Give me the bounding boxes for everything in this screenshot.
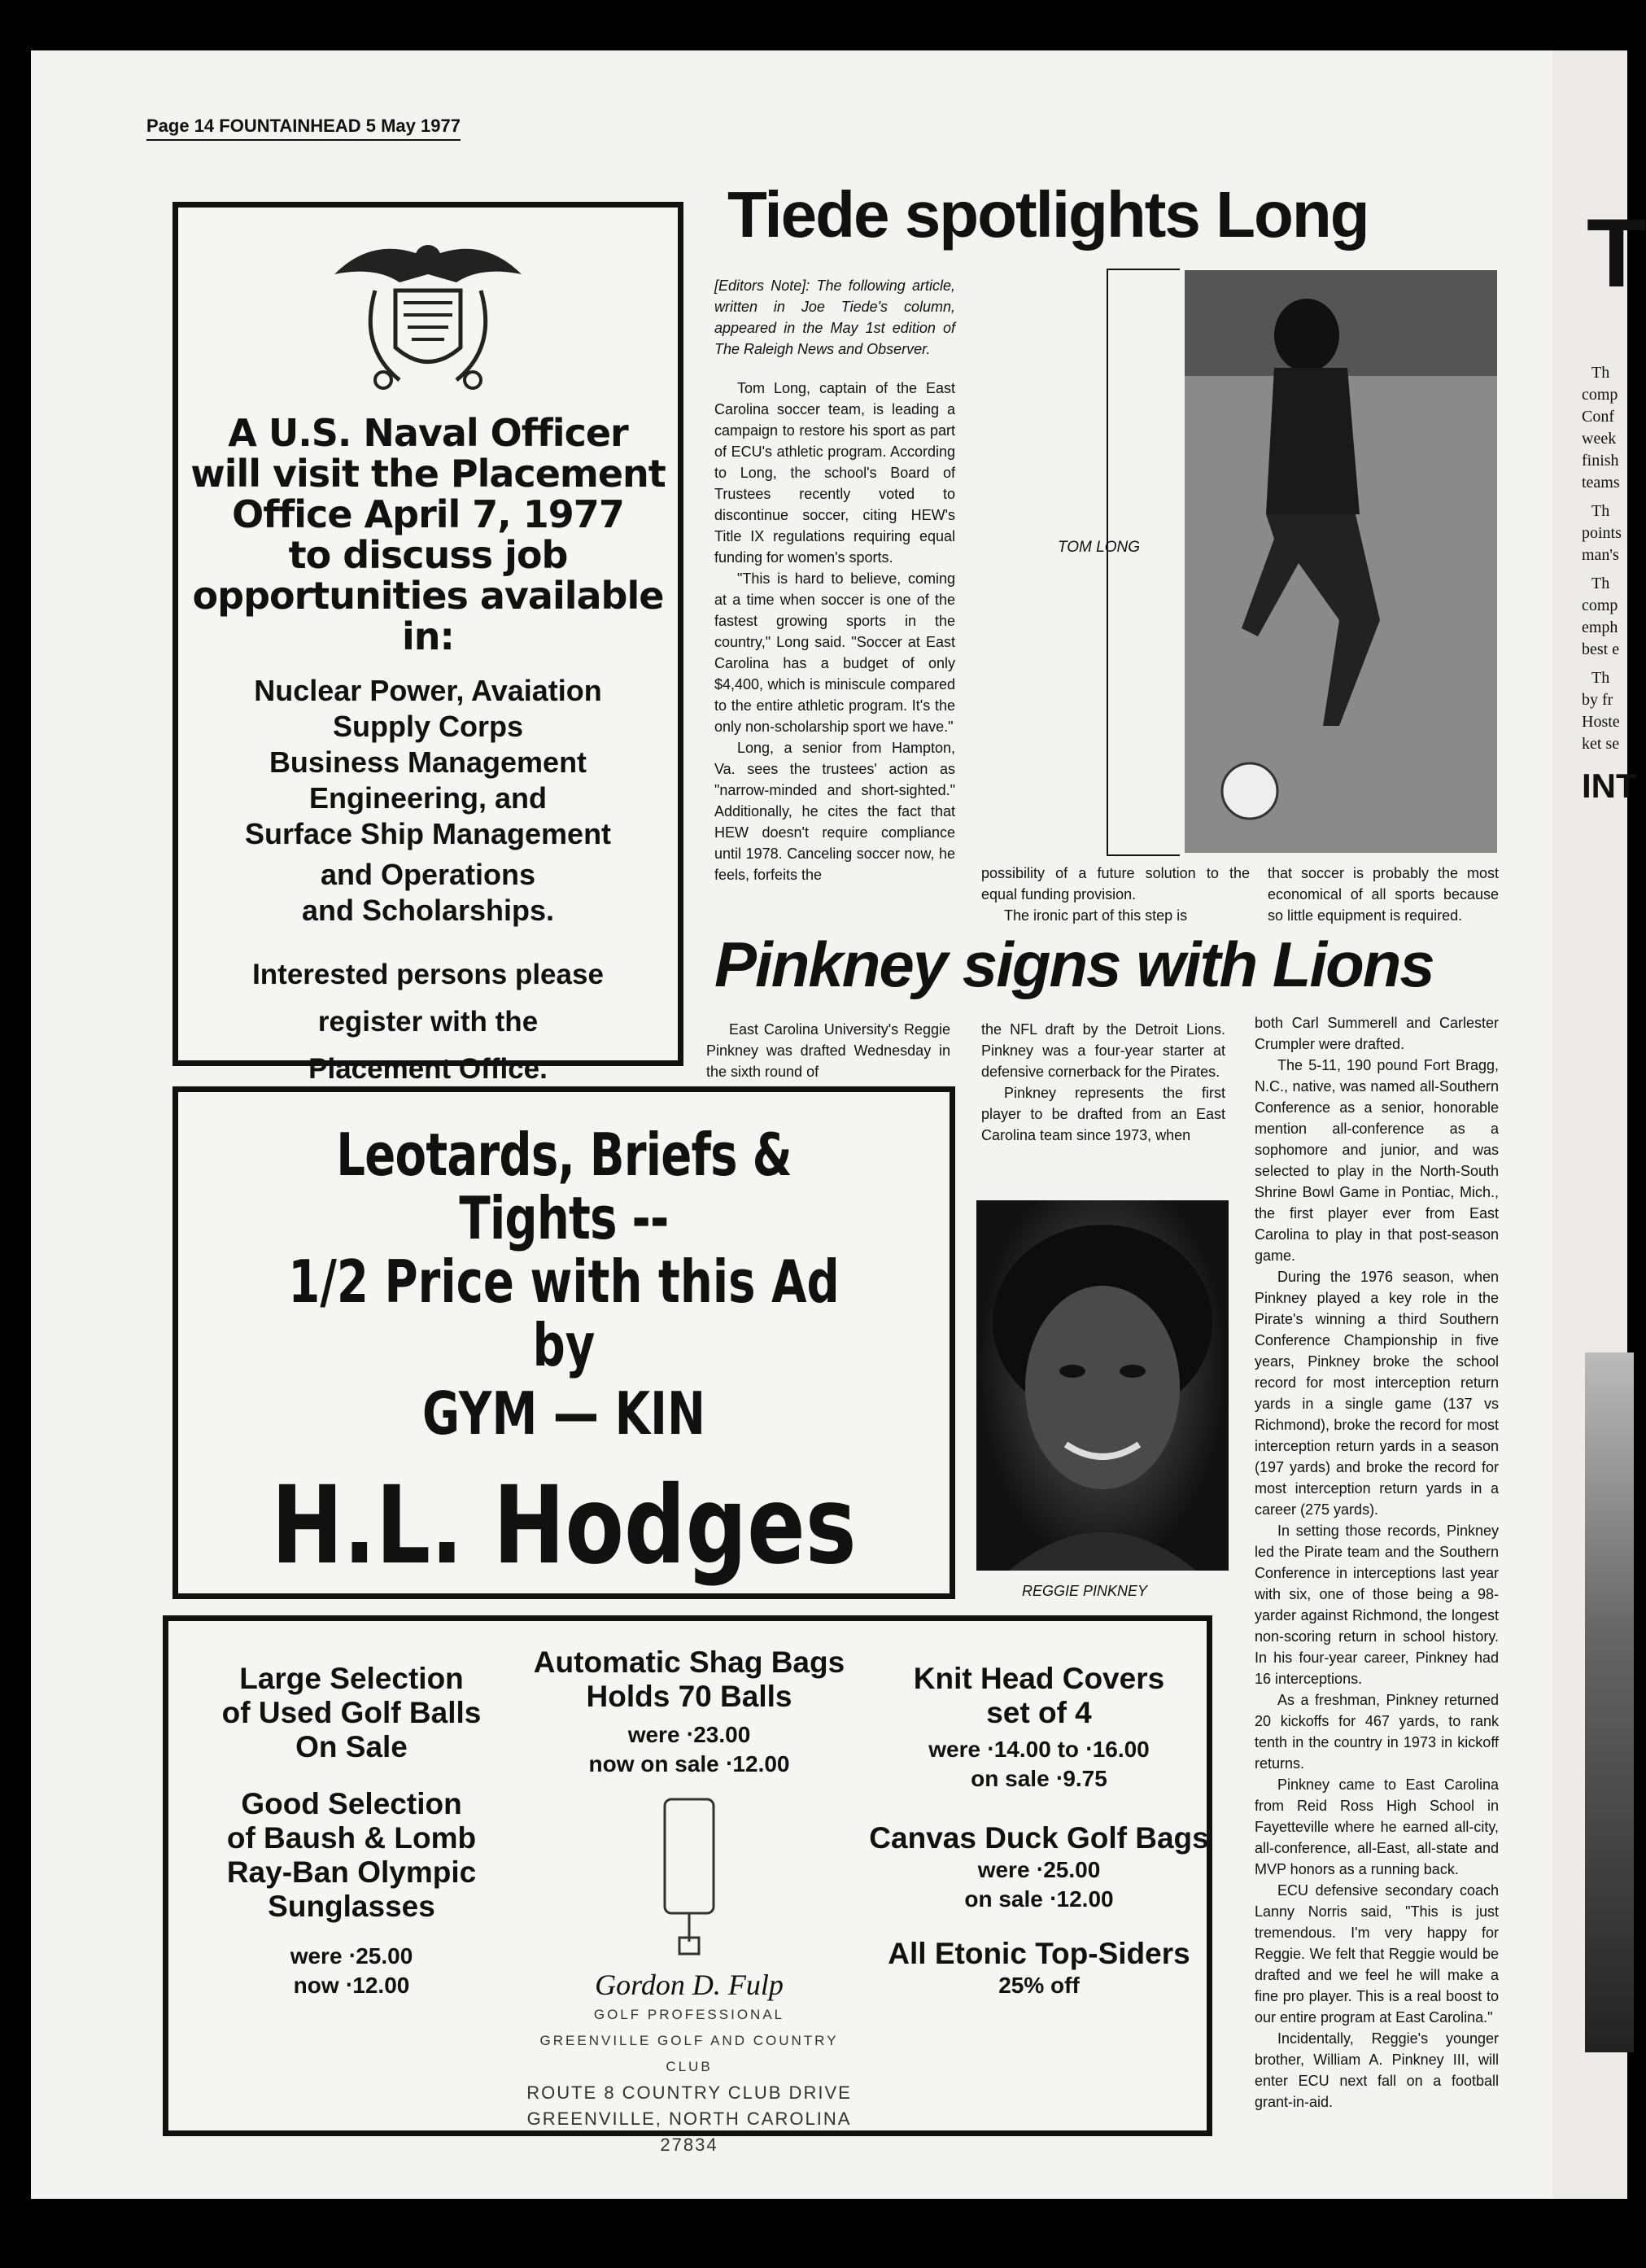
golf-text: Ray-Ban Olympic (226, 1855, 477, 1889)
fragment-title-letter: T (1587, 199, 1646, 308)
golf-text: of Baush & Lomb (226, 1821, 477, 1855)
navy-officer-ad (172, 202, 683, 1085)
fragment-line: teams (1582, 474, 1620, 492)
navy-item: and Scholarships. (301, 894, 555, 927)
golf-text: of Used Golf Balls (221, 1696, 482, 1729)
golf-address: GREENVILLE, NORTH CAROLINA 27834 (526, 2108, 852, 2155)
golf-ad-col1 (193, 1662, 510, 2000)
golf-text: Canvas Duck Golf Bags (869, 1821, 1209, 1855)
navy-item: Business Management (269, 745, 587, 779)
golf-price: now ‧12.00 (293, 1973, 410, 1998)
golf-price: were ‧14.00 to ‧16.00 (928, 1737, 1150, 1762)
golf-price: now on sale ‧12.00 (588, 1751, 790, 1776)
golf-text: Knit Head Covers (913, 1662, 1165, 1695)
navy-footer-line: register with the (317, 1006, 539, 1038)
fragment-line: emph (1582, 618, 1618, 636)
golf-address: GREENVILLE GOLF AND COUNTRY CLUB (539, 2033, 839, 2074)
golf-text: Holds 70 Balls (586, 1680, 792, 1713)
article-tiede-col-a (714, 275, 955, 885)
article-paragraph: [Editors Note]: The following article, written in Joe Tiede's column, appeared in the May 1st edition of The Raleigh News and Observer. (714, 277, 955, 357)
gym-ad-line1: Leotards, Briefs & Tights -- (336, 1121, 792, 1252)
article-paragraph: both Carl Summerell and Carlester Crumpler were drafted. (1255, 1015, 1499, 1052)
fragment-heading: INT (1582, 767, 1637, 805)
fragment-line: Th (1591, 364, 1610, 382)
golf-text: All Etonic Top-Siders (888, 1937, 1190, 1970)
navy-footer-line: Placement Office. (308, 1053, 548, 1085)
golf-text: Automatic Shag Bags (533, 1645, 845, 1679)
article-paragraph: In setting those records, Pinkney led the Pirate team and the Southern Conference in interceptions last year with six, one of those being a 98-yarder against Richmond, the longest non-scoring return in school history. In his four-year career, Pinkney had 16 interceptions. (1255, 1523, 1499, 1687)
article-paragraph: During the 1976 season, when Pinkney played a key role in the Pirate's winning a third Southern Conference Championship in five years, Pinkney broke the school record for most interception return yards in a single game (137 vs Richmond), broke the record for most interception return yards in a season (197 yards) and broke the record for most interception return yards in a career (275 yards). (1255, 1269, 1499, 1518)
golf-ad-col3 (868, 1662, 1210, 2000)
running-head: Page 14 FOUNTAINHEAD 5 May 1977 (146, 116, 461, 141)
fragment-line: ket se (1582, 735, 1620, 753)
article-tiede-title: Tiede spotlights Long (727, 178, 1369, 251)
navy-opportunity-list (178, 673, 678, 929)
article-paragraph: Pinkney came to East Carolina from Reid Ross High School in Fayetteville where he earned all-city, all-conference, all-East, all-state and MVP honors as a running back. (1255, 1776, 1499, 1877)
golf-text: Large Selection (239, 1662, 464, 1695)
golf-price: 25% off (998, 1973, 1080, 1998)
fragment-line: best e (1582, 640, 1620, 658)
navy-item: Nuclear Power, Avaiation (254, 674, 602, 707)
golf-text: Good Selection (241, 1787, 462, 1820)
shag-bag-icon (657, 1795, 722, 1958)
article-paragraph: Incidentally, Reggie's younger brother, William A. Pinkney III, will enter ECU next fall on a football grant-in-aid. (1255, 2030, 1499, 2110)
article-paragraph: that soccer is probably the most economical of all sports because so little equipment is required. (1268, 865, 1499, 924)
golf-text: Sunglasses (268, 1890, 435, 1923)
article-paragraph: Tom Long, captain of the East Carolina soccer team, is leading a campaign to restore his sport as part of ECU's athletic program. According to Long, the school's Board of Trustees recently voted to discontinue soccer, citing HEW's Title IX regulations requiring equal funding for women's sports. (714, 380, 955, 566)
fragment-line: comp (1582, 386, 1618, 404)
fragment-line: points (1582, 524, 1622, 542)
navy-headline-line: opportunities available (192, 574, 664, 618)
article-paragraph: The ironic part of this step is (1004, 907, 1188, 924)
golf-address: ROUTE 8 COUNTRY CLUB DRIVE (526, 2082, 852, 2103)
gym-kin-ad (172, 1086, 955, 1599)
golf-ad-col2 (518, 1645, 860, 2158)
article-tiede-col-b (981, 863, 1250, 926)
navy-item: Supply Corps (332, 710, 524, 743)
reggie-pinkney-photo (976, 1200, 1229, 1571)
navy-headline-line: Office April 7, 1977 (232, 492, 624, 536)
gym-ad-hodges: H.L. Hodges (271, 1463, 857, 1588)
fragment-line: Th (1591, 502, 1610, 520)
fragment-line: by fr (1582, 691, 1613, 709)
navy-headline-line: A U.S. Naval Officer (228, 411, 628, 455)
gym-ad-line4: GYM — KIN (421, 1379, 706, 1448)
article-paragraph: possibility of a future solution to the equal funding provision. (981, 865, 1250, 902)
fragment-photo (1585, 1352, 1634, 2052)
adjacent-page-fragment (1552, 50, 1646, 2199)
fragment-line: Hoste (1582, 713, 1620, 731)
golf-shop-ad (163, 1615, 1212, 2155)
golf-price: on sale ‧9.75 (971, 1766, 1107, 1791)
article-paragraph: ECU defensive secondary coach Lanny Norris said, "This is just tremendous. I'm very happy for Reggie. We felt that Reggie would be drafted and we feel he will make a fine pro player. This is a real boost to our entire program at East Carolina." (1255, 1882, 1499, 2025)
navy-headline-line: will visit the Placement (190, 452, 666, 496)
fragment-line: Th (1591, 669, 1610, 687)
photo-caption-frame (1107, 269, 1180, 856)
article-pinkney-title: Pinkney signs with Lions (714, 929, 1434, 1000)
navy-item: and Operations (320, 858, 536, 891)
golf-price: were ‧23.00 (627, 1722, 751, 1747)
fragment-line: Conf (1582, 408, 1614, 426)
golf-address: GOLF PROFESSIONAL (593, 2007, 785, 2022)
fragment-line: finish (1582, 452, 1619, 470)
photo-caption-tom-long: TOM LONG (1058, 539, 1140, 556)
article-paragraph: the NFL draft by the Detroit Lions. Pinkney was a four-year starter at defensive cornerback for the Pirates. (981, 1021, 1225, 1080)
article-paragraph: Pinkney represents the first player to be drafted from an East Carolina team since 1973, when (981, 1085, 1225, 1143)
article-paragraph: As a freshman, Pinkney returned 20 kickoffs for 467 yards, to rank tenth in the country in 1973 in kickoff returns. (1255, 1692, 1499, 1772)
article-pinkney-col-e (981, 1019, 1225, 1146)
article-tiede-col-c (1268, 863, 1499, 926)
fragment-line: Th (1591, 575, 1610, 592)
soccer-player-illustration (1185, 270, 1497, 853)
golf-pro-signature: Gordon D. Fulp (595, 1969, 784, 2001)
portrait-illustration (976, 1200, 1229, 1571)
fragment-line: comp (1582, 596, 1618, 614)
navy-eagle-emblem-icon (326, 225, 530, 396)
gym-ad-line2: 1/2 Price with this Ad (288, 1248, 840, 1316)
gym-ad-line3: by (532, 1311, 596, 1379)
fragment-line: week (1582, 430, 1617, 448)
article-pinkney-col-f (1255, 1012, 1499, 2113)
tom-long-photo (1185, 270, 1497, 853)
golf-text: On Sale (295, 1730, 408, 1763)
article-paragraph: East Carolina University's Reggie Pinkney was drafted Wednesday in the sixth round of (706, 1021, 950, 1080)
navy-headline-line: to discuss job (288, 533, 568, 577)
golf-price: were ‧25.00 (977, 1857, 1101, 1882)
golf-price: were ‧25.00 (290, 1943, 413, 1969)
photo-caption-reggie: REGGIE PINKNEY (1022, 1583, 1148, 1599)
article-paragraph: "This is hard to believe, coming at a time when soccer is one of the fastest growing sports in the country," Long said. "Soccer at East Carolina has a budget of only $4,400, which is miniscule compared to the entire athletic program. It's the only non-scholarship sport we have." (714, 570, 955, 735)
golf-price: on sale ‧12.00 (964, 1886, 1114, 1912)
article-pinkney-col-d (706, 1019, 950, 1082)
fragment-line: man's (1582, 546, 1619, 564)
navy-footer-line: Interested persons please (252, 959, 604, 990)
navy-item: Engineering, and (308, 781, 548, 815)
navy-headline (178, 413, 678, 657)
article-paragraph: Long, a senior from Hampton, Va. sees the trustees' action as "narrow-minded and short-sighted." Additionally, he cites the fact that HEW doesn't require compliance until 1978. Canceling soccer now, he feels, forfeits the (714, 740, 955, 883)
navy-item: Surface Ship Management (244, 817, 612, 850)
golf-text: set of 4 (986, 1696, 1092, 1729)
article-paragraph: The 5-11, 190 pound Fort Bragg, N.C., native, was named all-Southern Conference as a senior, honorable mention all-conference as a sophomore and junior, and was selected to play in the North-South Shrine Bowl Game in Pontiac, Mich., the first player ever from East Carolina to play in that post-season game. (1255, 1057, 1499, 1264)
navy-headline-line: in: (402, 614, 454, 658)
navy-footer (178, 951, 678, 1093)
